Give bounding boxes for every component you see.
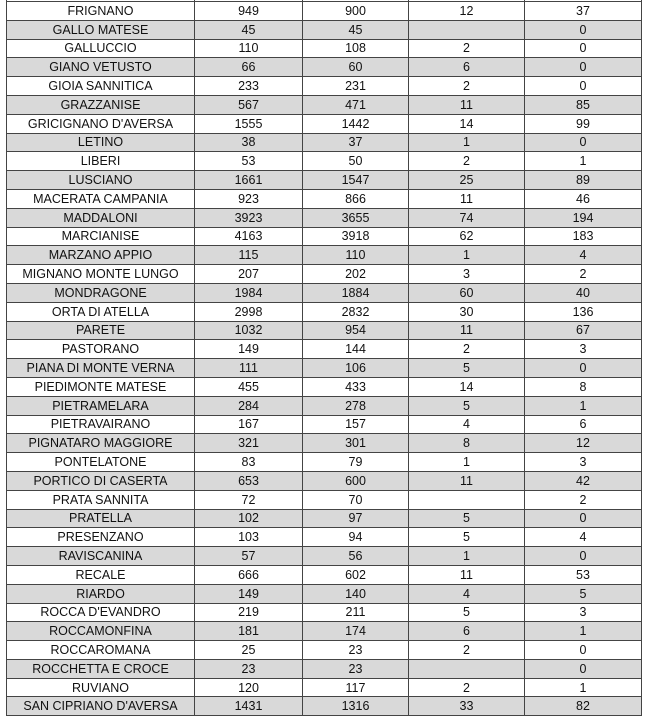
value-cell-4: 0 [525, 359, 642, 378]
value-cell-4: 40 [525, 283, 642, 302]
value-cell-3: 25 [409, 171, 525, 190]
value-cell-1: 1555 [195, 114, 303, 133]
value-cell-4: 3 [525, 453, 642, 472]
value-cell-4: 136 [525, 302, 642, 321]
value-cell-3: 1 [409, 453, 525, 472]
table-row [7, 302, 642, 321]
value-cell-3: 5 [409, 509, 525, 528]
table-row [7, 77, 642, 96]
value-cell-3: 1 [409, 133, 525, 152]
value-cell-1: 83 [195, 453, 303, 472]
value-cell-3: 2 [409, 77, 525, 96]
value-cell-3: 2 [409, 39, 525, 58]
value-cell-3: 33 [409, 697, 525, 716]
comune-cell: ROCCA D'EVANDRO [7, 603, 195, 622]
comune-cell: PARETE [7, 321, 195, 340]
comune-cell: GRAZZANISE [7, 95, 195, 114]
value-cell-2: 174 [303, 622, 409, 641]
value-cell-1: 455 [195, 377, 303, 396]
value-cell-4: 6 [525, 415, 642, 434]
comune-cell: PORTICO DI CASERTA [7, 471, 195, 490]
table-row [7, 321, 642, 340]
value-cell-2: 140 [303, 584, 409, 603]
value-cell-1: 38 [195, 133, 303, 152]
value-cell-2: 23 [303, 659, 409, 678]
value-cell-2: 79 [303, 453, 409, 472]
value-cell-4: 0 [525, 39, 642, 58]
value-cell-1: 949 [195, 2, 303, 21]
value-cell-3: 14 [409, 114, 525, 133]
value-cell-4: 37 [525, 2, 642, 21]
comune-cell: GIOIA SANNITICA [7, 77, 195, 96]
value-cell-2: 144 [303, 340, 409, 359]
table-row [7, 622, 642, 641]
value-cell-3: 5 [409, 528, 525, 547]
value-cell-4: 0 [525, 58, 642, 77]
table-row [7, 39, 642, 58]
value-cell-1: 103 [195, 528, 303, 547]
value-cell-3: 5 [409, 359, 525, 378]
value-cell-1: 102 [195, 509, 303, 528]
value-cell-2: 1884 [303, 283, 409, 302]
value-cell-4: 4 [525, 528, 642, 547]
table-row [7, 678, 642, 697]
table-row [7, 471, 642, 490]
table-row [7, 227, 642, 246]
value-cell-1: 115 [195, 246, 303, 265]
value-cell-1: 120 [195, 678, 303, 697]
value-cell-1: 66 [195, 58, 303, 77]
value-cell-2: 301 [303, 434, 409, 453]
value-cell-3: 14 [409, 377, 525, 396]
value-cell-3: 30 [409, 302, 525, 321]
value-cell-4: 67 [525, 321, 642, 340]
comune-cell: GALLO MATESE [7, 20, 195, 39]
comune-cell: RUVIANO [7, 678, 195, 697]
comune-cell: GIANO VETUSTO [7, 58, 195, 77]
value-cell-3: 1 [409, 547, 525, 566]
value-cell-3: 74 [409, 208, 525, 227]
value-cell-3: 2 [409, 641, 525, 660]
table-row [7, 359, 642, 378]
table-row [7, 547, 642, 566]
value-cell-4: 0 [525, 659, 642, 678]
value-cell-4: 99 [525, 114, 642, 133]
value-cell-4: 8 [525, 377, 642, 396]
value-cell-1: 53 [195, 152, 303, 171]
value-cell-2: 2832 [303, 302, 409, 321]
value-cell-3: 4 [409, 415, 525, 434]
comune-cell: RIARDO [7, 584, 195, 603]
value-cell-1: 1431 [195, 697, 303, 716]
value-cell-2: 70 [303, 490, 409, 509]
table-row [7, 434, 642, 453]
value-cell-3: 2 [409, 152, 525, 171]
value-cell-1: 1984 [195, 283, 303, 302]
comune-cell: ORTA DI ATELLA [7, 302, 195, 321]
value-cell-4: 0 [525, 509, 642, 528]
value-cell-1: 149 [195, 584, 303, 603]
value-cell-1: 233 [195, 77, 303, 96]
comune-cell: PASTORANO [7, 340, 195, 359]
value-cell-1: 111 [195, 359, 303, 378]
value-cell-2: 97 [303, 509, 409, 528]
value-cell-2: 23 [303, 641, 409, 660]
value-cell-4: 1 [525, 152, 642, 171]
value-cell-2: 866 [303, 189, 409, 208]
comune-cell: LETINO [7, 133, 195, 152]
table-row [7, 265, 642, 284]
comune-cell: PIETRAMELARA [7, 396, 195, 415]
comune-cell: MADDALONI [7, 208, 195, 227]
comune-cell: ROCCHETTA E CROCE [7, 659, 195, 678]
value-cell-4: 0 [525, 547, 642, 566]
value-cell-3: 62 [409, 227, 525, 246]
table-row [7, 528, 642, 547]
value-cell-3: 1 [409, 246, 525, 265]
table-row [7, 246, 642, 265]
value-cell-3: 11 [409, 95, 525, 114]
value-cell-2: 1547 [303, 171, 409, 190]
value-cell-1: 3923 [195, 208, 303, 227]
value-cell-3 [409, 490, 525, 509]
table-row [7, 565, 642, 584]
table-row [7, 208, 642, 227]
value-cell-3: 4 [409, 584, 525, 603]
value-cell-1: 284 [195, 396, 303, 415]
table-row [7, 171, 642, 190]
value-cell-4: 5 [525, 584, 642, 603]
value-cell-3: 11 [409, 321, 525, 340]
comune-cell: PIETRAVAIRANO [7, 415, 195, 434]
comune-cell: PIGNATARO MAGGIORE [7, 434, 195, 453]
value-cell-2: 37 [303, 133, 409, 152]
value-cell-1: 57 [195, 547, 303, 566]
value-cell-4: 0 [525, 133, 642, 152]
value-cell-1: 23 [195, 659, 303, 678]
table-row [7, 152, 642, 171]
value-cell-2: 3655 [303, 208, 409, 227]
value-cell-4: 46 [525, 189, 642, 208]
value-cell-4: 85 [525, 95, 642, 114]
comune-cell: GALLUCCIO [7, 39, 195, 58]
value-cell-2: 157 [303, 415, 409, 434]
value-cell-2: 900 [303, 2, 409, 21]
value-cell-1: 72 [195, 490, 303, 509]
value-cell-2: 45 [303, 20, 409, 39]
value-cell-3: 8 [409, 434, 525, 453]
comune-cell: ROCCAMONFINA [7, 622, 195, 641]
value-cell-1: 4163 [195, 227, 303, 246]
value-cell-4: 0 [525, 641, 642, 660]
table-body [7, 0, 642, 716]
value-cell-4: 4 [525, 246, 642, 265]
value-cell-1: 2998 [195, 302, 303, 321]
value-cell-1: 923 [195, 189, 303, 208]
value-cell-1: 25 [195, 641, 303, 660]
comune-cell: LIBERI [7, 152, 195, 171]
value-cell-2: 202 [303, 265, 409, 284]
value-cell-2: 433 [303, 377, 409, 396]
value-cell-4: 3 [525, 603, 642, 622]
comune-cell: RAVISCANINA [7, 547, 195, 566]
data-table [6, 0, 642, 716]
value-cell-3: 5 [409, 396, 525, 415]
value-cell-1: 567 [195, 95, 303, 114]
value-cell-1: 321 [195, 434, 303, 453]
value-cell-4: 183 [525, 227, 642, 246]
value-cell-2: 278 [303, 396, 409, 415]
table-row [7, 697, 642, 716]
value-cell-1: 219 [195, 603, 303, 622]
comune-cell: MARCIANISE [7, 227, 195, 246]
value-cell-4: 2 [525, 490, 642, 509]
table-row [7, 95, 642, 114]
table-row [7, 283, 642, 302]
comune-cell: ROCCAROMANA [7, 641, 195, 660]
value-cell-3: 6 [409, 58, 525, 77]
table-row [7, 133, 642, 152]
value-cell-2: 106 [303, 359, 409, 378]
value-cell-1: 167 [195, 415, 303, 434]
value-cell-4: 12 [525, 434, 642, 453]
value-cell-2: 231 [303, 77, 409, 96]
value-cell-3: 3 [409, 265, 525, 284]
value-cell-3: 2 [409, 340, 525, 359]
value-cell-4: 0 [525, 77, 642, 96]
table-row [7, 114, 642, 133]
comune-cell: GRICIGNANO D'AVERSA [7, 114, 195, 133]
value-cell-2: 211 [303, 603, 409, 622]
value-cell-4: 3 [525, 340, 642, 359]
value-cell-1: 666 [195, 565, 303, 584]
table-row [7, 377, 642, 396]
table-row [7, 2, 642, 21]
value-cell-4: 1 [525, 396, 642, 415]
table-row [7, 641, 642, 660]
table-row [7, 453, 642, 472]
value-cell-3 [409, 659, 525, 678]
value-cell-4: 1 [525, 622, 642, 641]
value-cell-2: 117 [303, 678, 409, 697]
value-cell-1: 1032 [195, 321, 303, 340]
value-cell-3 [409, 20, 525, 39]
table-row [7, 58, 642, 77]
value-cell-3: 6 [409, 622, 525, 641]
value-cell-2: 954 [303, 321, 409, 340]
value-cell-3: 11 [409, 471, 525, 490]
table-row [7, 509, 642, 528]
comune-cell: PONTELATONE [7, 453, 195, 472]
value-cell-4: 42 [525, 471, 642, 490]
value-cell-3: 60 [409, 283, 525, 302]
table-row [7, 584, 642, 603]
value-cell-2: 471 [303, 95, 409, 114]
value-cell-2: 60 [303, 58, 409, 77]
comune-cell: PRESENZANO [7, 528, 195, 547]
comune-cell: SAN CIPRIANO D'AVERSA [7, 697, 195, 716]
value-cell-2: 602 [303, 565, 409, 584]
table-row [7, 415, 642, 434]
comune-cell: LUSCIANO [7, 171, 195, 190]
value-cell-1: 45 [195, 20, 303, 39]
comune-cell: PRATA SANNITA [7, 490, 195, 509]
table-row [7, 189, 642, 208]
value-cell-1: 653 [195, 471, 303, 490]
value-cell-2: 94 [303, 528, 409, 547]
value-cell-4: 89 [525, 171, 642, 190]
value-cell-4: 82 [525, 697, 642, 716]
table-row [7, 490, 642, 509]
value-cell-2: 1442 [303, 114, 409, 133]
comune-cell: PIEDIMONTE MATESE [7, 377, 195, 396]
value-cell-4: 194 [525, 208, 642, 227]
table-row [7, 396, 642, 415]
comune-cell: MIGNANO MONTE LUNGO [7, 265, 195, 284]
value-cell-2: 50 [303, 152, 409, 171]
value-cell-2: 600 [303, 471, 409, 490]
comune-cell: PRATELLA [7, 509, 195, 528]
table-row [7, 20, 642, 39]
value-cell-3: 11 [409, 189, 525, 208]
table-row [7, 659, 642, 678]
value-cell-1: 149 [195, 340, 303, 359]
value-cell-1: 181 [195, 622, 303, 641]
value-cell-4: 53 [525, 565, 642, 584]
value-cell-2: 1316 [303, 697, 409, 716]
value-cell-4: 2 [525, 265, 642, 284]
value-cell-3: 5 [409, 603, 525, 622]
table-row [7, 603, 642, 622]
value-cell-3: 12 [409, 2, 525, 21]
value-cell-1: 1661 [195, 171, 303, 190]
comune-cell: RECALE [7, 565, 195, 584]
comune-cell: FRIGNANO [7, 2, 195, 21]
value-cell-3: 11 [409, 565, 525, 584]
comune-cell: MARZANO APPIO [7, 246, 195, 265]
value-cell-4: 0 [525, 20, 642, 39]
value-cell-2: 56 [303, 547, 409, 566]
value-cell-3: 2 [409, 678, 525, 697]
comune-cell: MACERATA CAMPANIA [7, 189, 195, 208]
value-cell-1: 207 [195, 265, 303, 284]
value-cell-2: 3918 [303, 227, 409, 246]
comune-cell: MONDRAGONE [7, 283, 195, 302]
table-row [7, 340, 642, 359]
value-cell-2: 108 [303, 39, 409, 58]
value-cell-1: 110 [195, 39, 303, 58]
comune-cell: PIANA DI MONTE VERNA [7, 359, 195, 378]
value-cell-4: 1 [525, 678, 642, 697]
value-cell-2: 110 [303, 246, 409, 265]
